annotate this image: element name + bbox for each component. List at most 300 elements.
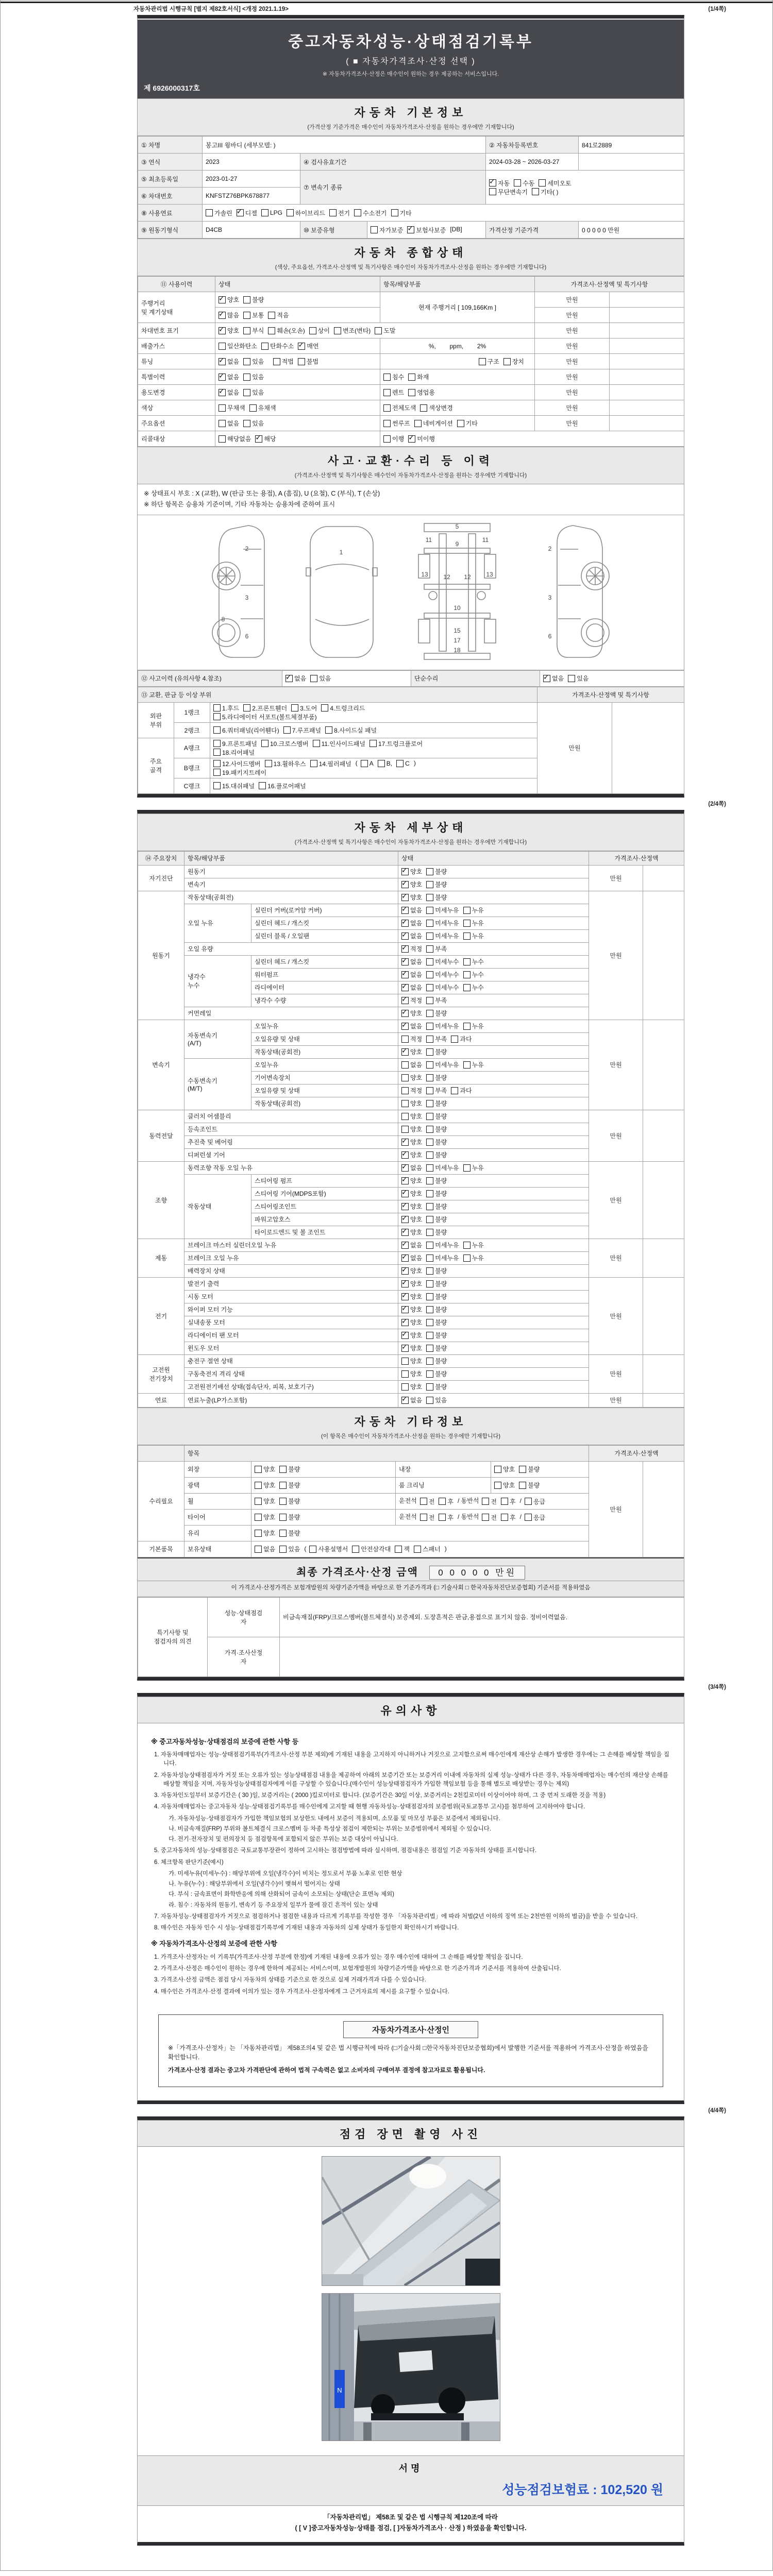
checkbox-도말[interactable] <box>375 327 382 334</box>
checkbox-없음[interactable] <box>401 1255 409 1262</box>
checkbox-장치[interactable] <box>503 358 511 365</box>
checkbox-불량[interactable] <box>426 1139 433 1146</box>
checkbox-없음[interactable] <box>401 920 409 927</box>
checkbox-option <box>426 1279 447 1288</box>
checkbox-option <box>426 1202 447 1211</box>
checkbox-6.쿼터패널(리어휀다)[interactable] <box>213 726 221 734</box>
checkbox-훼손(오손)[interactable] <box>268 327 275 334</box>
checkbox-미세누유[interactable] <box>426 1023 433 1030</box>
checkbox-양호[interactable] <box>401 1332 409 1339</box>
remarks-table <box>138 1597 684 1677</box>
checkbox-누수[interactable] <box>463 984 470 991</box>
checkbox-수소전기[interactable] <box>354 209 361 216</box>
checkbox-cell <box>398 1187 589 1200</box>
checkbox-불량[interactable] <box>426 1229 433 1236</box>
checkbox-불량[interactable] <box>426 1293 433 1300</box>
checkbox-양호[interactable] <box>401 1267 409 1275</box>
checkbox-11.인사이드패널[interactable] <box>313 740 320 747</box>
checkbox-있음[interactable] <box>243 374 250 381</box>
notice-section-header: ※ 중고자동차성능·상태점검의 보증에 관한 사항 등 <box>151 1737 299 1745</box>
checkbox-cell <box>398 1213 589 1226</box>
checkbox-12.사이드멤버[interactable] <box>213 760 221 767</box>
checkbox-label: 양호 <box>410 1345 423 1352</box>
text-cell: 만원 <box>589 865 643 891</box>
checkbox-전기[interactable] <box>329 209 337 216</box>
checkbox-없음[interactable] <box>219 389 226 396</box>
checkbox-사용설명서[interactable] <box>309 1546 316 1553</box>
checkbox-불법[interactable] <box>298 358 305 365</box>
checkbox-B,[interactable] <box>378 760 385 767</box>
checkbox-label: 17.트렁크플로어 <box>378 740 423 748</box>
checkbox-label: 없음 <box>410 984 423 991</box>
checkbox-option <box>426 1382 447 1391</box>
checkbox-누유[interactable] <box>463 907 470 914</box>
checkbox-양호[interactable] <box>255 1530 262 1537</box>
label-base-price: 가격산정 기준가격 <box>486 222 579 239</box>
notice-item: 2. 가격조사·산정은 매수인이 원하는 경우에 한하여 제공되는 서비스이며, 보험개발원의 차량기준가액을 바탕으로 한 기준가격과 기준서를 적용하여 산출됩니다. <box>154 1965 561 1972</box>
checkbox-적음[interactable] <box>268 312 275 319</box>
checkbox-9.프론트패널[interactable] <box>213 740 221 747</box>
checkbox-수동[interactable] <box>514 179 521 187</box>
checkbox-부족[interactable] <box>426 945 433 953</box>
checkbox-양호[interactable] <box>401 1358 409 1365</box>
checkbox-label: 부족 <box>435 945 447 953</box>
checkbox-불량[interactable] <box>426 1319 433 1326</box>
checkbox-불량[interactable] <box>426 1177 433 1184</box>
checkbox-세미오토[interactable] <box>539 179 546 187</box>
checkbox-적정[interactable] <box>401 997 409 1004</box>
inline-text: [DB] <box>450 226 462 233</box>
checkbox-기타[interactable] <box>457 420 464 427</box>
text-cell: 만원 <box>535 308 610 323</box>
checkbox-cell <box>210 778 537 793</box>
checkbox-불량[interactable] <box>426 1100 433 1107</box>
checkbox-잭[interactable] <box>395 1546 402 1553</box>
checkbox-양호[interactable] <box>401 1345 409 1352</box>
checkbox-있음[interactable] <box>243 420 250 427</box>
checkbox-색상변경[interactable] <box>420 404 427 412</box>
checkbox-label: C <box>405 760 410 767</box>
checkbox-불량[interactable] <box>426 1126 433 1133</box>
checkbox-불량[interactable] <box>426 1280 433 1287</box>
checkbox-불량[interactable] <box>426 1345 433 1352</box>
checkbox-label: 불량 <box>435 1293 447 1300</box>
checkbox-불량[interactable] <box>426 894 433 901</box>
checkbox-전[interactable] <box>420 1514 427 1521</box>
checkbox-미세누유[interactable] <box>426 920 433 927</box>
checkbox-label: 없음 <box>410 1164 423 1172</box>
checkbox-양호[interactable] <box>401 1216 409 1223</box>
checkbox-누유[interactable] <box>463 1255 470 1262</box>
checkbox-네비게이션[interactable] <box>414 420 422 427</box>
checkbox-19.패키지트레이[interactable] <box>213 769 221 776</box>
checkbox-과다[interactable] <box>451 1036 458 1043</box>
checkbox-14.필러패널[interactable] <box>310 760 317 767</box>
checkbox-option <box>369 739 423 748</box>
checkbox-후[interactable] <box>439 1514 446 1521</box>
checkbox-label: 양호 <box>410 1319 423 1326</box>
checkbox-label: 후 <box>510 1498 516 1505</box>
checkbox-불량[interactable] <box>426 1383 433 1391</box>
checkbox-하이브리드[interactable] <box>287 209 294 216</box>
checkbox-없음[interactable] <box>219 420 226 427</box>
checkbox-option <box>361 760 374 767</box>
checkbox-응급[interactable] <box>525 1514 532 1521</box>
checkbox-label: 자동 <box>498 179 510 187</box>
checkbox-3.도어[interactable] <box>291 704 298 711</box>
checkbox-label: 스패너 <box>422 1546 441 1553</box>
checkbox-cell <box>398 1200 589 1213</box>
checkbox-양호[interactable] <box>401 868 409 875</box>
checkbox-불량[interactable] <box>519 1466 526 1473</box>
checkbox-없음[interactable] <box>401 1164 409 1172</box>
checkbox-13.휠하우스[interactable] <box>265 760 272 767</box>
checkbox-보험사보증[interactable] <box>407 226 414 233</box>
checkbox-없음[interactable] <box>401 1242 409 1249</box>
notice-item: 나. 비금속재질(FRP) 부위와 볼트체결식 크로스멤버 등 차종 특성상 점검이 제한되는 부위는 보증범위에서 제외될 수 있습니다. <box>169 1825 492 1832</box>
checkbox-label: 미세누유 <box>435 1023 459 1030</box>
checkbox-양호[interactable] <box>401 1383 409 1391</box>
checkbox-label: 양호 <box>410 1280 423 1287</box>
checkbox-기타( )[interactable] <box>532 188 539 195</box>
checkbox-후[interactable] <box>439 1498 446 1505</box>
checkbox-label: 보험사보증 <box>416 226 446 234</box>
checkbox-불량[interactable] <box>279 1498 287 1505</box>
checkbox-option <box>401 1150 422 1159</box>
checkbox-불량[interactable] <box>426 881 433 888</box>
checkbox-불량[interactable] <box>426 1306 433 1313</box>
checkbox-미세누유[interactable] <box>426 1255 433 1262</box>
label-car-name: ① 차명 <box>138 137 203 154</box>
checkbox-미세누수[interactable] <box>426 958 433 965</box>
checkbox-적정[interactable] <box>401 1087 409 1094</box>
notice-item: 5. 중고자동차의 성능·상태점검은 국토교통부장관이 정하여 고시하는 점검방법에 따라 실시하며, 점검내용은 점검일 기준 자동차의 상태를 표시합니다. <box>154 1848 537 1854</box>
checkbox-불량[interactable] <box>279 1482 287 1489</box>
checkbox-침수[interactable] <box>383 374 391 381</box>
checkbox-불량[interactable] <box>426 1332 433 1339</box>
checkbox-전체도색[interactable] <box>383 404 391 412</box>
checkbox-누유[interactable] <box>463 1061 470 1069</box>
checkbox-있음[interactable] <box>426 1397 433 1404</box>
checkbox-누유[interactable] <box>463 920 470 927</box>
checkbox-양호[interactable] <box>401 1190 409 1197</box>
checkbox-양호[interactable] <box>401 1203 409 1210</box>
checkbox-있음[interactable] <box>279 1546 287 1553</box>
checkbox-디젤[interactable] <box>237 209 244 216</box>
checkbox-양호[interactable] <box>401 1306 409 1313</box>
header-cell: 가격조사·산정액 및 특기사항 <box>537 687 684 702</box>
checkbox-양호[interactable] <box>401 1229 409 1236</box>
checkbox-5.라디에이터 서포트(볼트체결부품)[interactable] <box>213 713 221 720</box>
checkbox-양호[interactable] <box>401 1151 409 1159</box>
header-cell: 상태 <box>398 851 589 865</box>
checkbox-없음[interactable] <box>401 1397 409 1404</box>
etc-info-table <box>138 1445 684 1557</box>
checkbox-스패너[interactable] <box>414 1546 421 1553</box>
checkbox-있음[interactable] <box>310 675 317 682</box>
notice-item: 6. 체크항목 판단기준(예시) <box>154 1859 224 1866</box>
checkbox-해당[interactable] <box>255 435 262 443</box>
checkbox-부족[interactable] <box>426 1036 433 1043</box>
checkbox-누유[interactable] <box>463 1242 470 1249</box>
checkbox-option <box>401 1022 422 1030</box>
text-cell: 스티어링조인트 <box>251 1200 398 1213</box>
checkbox-양호[interactable] <box>401 881 409 888</box>
checkbox-없음[interactable] <box>401 1023 409 1030</box>
checkbox-option <box>514 179 534 188</box>
checkbox-안전삼각대[interactable] <box>352 1546 359 1553</box>
checkbox-양호[interactable] <box>401 894 409 901</box>
checkbox-없음[interactable] <box>401 971 409 978</box>
text-cell: 연료 <box>138 1393 184 1407</box>
checkbox-양호[interactable] <box>255 1482 262 1489</box>
checkbox-label: 불량 <box>435 1113 447 1120</box>
checkbox-label: 양호 <box>410 1113 423 1120</box>
checkbox-적정[interactable] <box>401 1036 409 1043</box>
text-cell: 2랭크 <box>174 722 210 738</box>
checkbox-누유[interactable] <box>463 933 470 940</box>
label-engine-type: ⑨ 원동기형식 <box>138 222 203 239</box>
checkbox-누유[interactable] <box>463 1023 470 1030</box>
checkbox-양호[interactable] <box>401 1113 409 1120</box>
checkbox-option <box>408 434 435 443</box>
checkbox-불량[interactable] <box>426 1113 433 1120</box>
checkbox-불량[interactable] <box>426 1010 433 1017</box>
checkbox-없음[interactable] <box>401 933 409 940</box>
checkbox-미이행[interactable] <box>408 435 415 443</box>
label-inspection-period: ④ 검사유효기간 <box>300 154 486 171</box>
checkbox-불량[interactable] <box>519 1482 526 1489</box>
checkbox-양호[interactable] <box>401 1126 409 1133</box>
checkbox-label: 일산화탄소 <box>227 343 257 350</box>
checkbox-option <box>401 1344 422 1352</box>
text-cell <box>610 400 684 416</box>
checkbox-불량[interactable] <box>426 1216 433 1223</box>
checkbox-무채색[interactable] <box>219 404 226 412</box>
checkbox-미세누유[interactable] <box>426 1164 433 1172</box>
checkbox-양호[interactable] <box>401 1139 409 1146</box>
checkbox-cell <box>398 1174 589 1187</box>
checkbox-부족[interactable] <box>426 997 433 1004</box>
checkbox-전[interactable] <box>482 1498 489 1505</box>
checkbox-2.프론트휀더[interactable] <box>243 704 250 711</box>
checkbox-전[interactable] <box>420 1498 427 1505</box>
checkbox-label: 양호 <box>410 1190 423 1197</box>
checkbox-8.사이드실 패널[interactable] <box>325 726 332 734</box>
checkbox-후[interactable] <box>501 1514 508 1521</box>
header-cell: 상태 <box>215 277 380 292</box>
text-cell: 브레이크 마스터 실린더오일 누유 <box>184 1239 398 1251</box>
checkbox-불량[interactable] <box>426 1190 433 1197</box>
checkbox-cell <box>215 338 380 354</box>
checkbox-option <box>539 179 571 188</box>
checkbox-양호[interactable] <box>255 1514 262 1521</box>
checkbox-양호[interactable] <box>219 296 226 303</box>
checkbox-label: 불량 <box>435 868 447 875</box>
checkbox-없음[interactable] <box>401 907 409 914</box>
checkbox-option <box>383 419 410 428</box>
notice-item: 7. 자동차성능·상태점검자가 거짓으로 점검하거나 점검한 내용과 다르게 기록부를 작성한 경우 「자동차관리법」에 따라 처벌(2년 이하의 징역 또는 2천만원 이하의 벌금)을 받을 수 있습니다. <box>154 1913 638 1920</box>
checkbox-없음[interactable] <box>401 1061 409 1069</box>
checkbox-cell <box>491 1461 589 1477</box>
checkbox-option <box>463 931 484 940</box>
checkbox-무단변속기[interactable] <box>489 188 496 195</box>
checkbox-label: 있음 <box>577 675 589 682</box>
checkbox-누수[interactable] <box>463 958 470 965</box>
checkbox-없음[interactable] <box>219 358 226 365</box>
checkbox-양호[interactable] <box>401 1293 409 1300</box>
checkbox-label: 없음 <box>552 675 564 682</box>
checkbox-미세누유[interactable] <box>426 1061 433 1069</box>
checkbox-18.리어패널[interactable] <box>213 749 221 756</box>
checkbox-불량[interactable] <box>243 296 250 303</box>
checkbox-cell <box>215 308 380 323</box>
checkbox-미세누유[interactable] <box>426 933 433 940</box>
checkbox-option <box>243 357 264 366</box>
checkbox-많음[interactable] <box>219 312 226 319</box>
checkbox-option <box>401 1138 422 1146</box>
checkbox-전[interactable] <box>482 1514 489 1521</box>
checkbox-있음[interactable] <box>243 358 250 365</box>
checkbox-양호[interactable] <box>401 1048 409 1056</box>
checkbox-option <box>255 1513 275 1521</box>
checkbox-적정[interactable] <box>401 945 409 953</box>
checkbox-구조[interactable] <box>479 358 486 365</box>
checkbox-이행[interactable] <box>383 435 391 443</box>
checkbox-불량[interactable] <box>426 1074 433 1081</box>
checkbox-불량[interactable] <box>426 1203 433 1210</box>
checkbox-영업용[interactable] <box>408 389 415 396</box>
checkbox-있음[interactable] <box>243 389 250 396</box>
checkbox-양호[interactable] <box>219 327 226 334</box>
checkbox-A[interactable] <box>361 760 368 767</box>
checkbox-상이[interactable] <box>309 327 316 334</box>
checkbox-양호[interactable] <box>401 1370 409 1378</box>
checkbox-LPG[interactable] <box>261 209 268 216</box>
checkbox-label: 도말 <box>383 327 396 334</box>
checkbox-label: 후 <box>447 1498 453 1505</box>
checkbox-불량[interactable] <box>426 1048 433 1056</box>
checkbox-label: 불량 <box>435 1126 447 1133</box>
checkbox-label: 불량 <box>435 1100 447 1107</box>
diagram-part-number: 17 <box>453 636 461 644</box>
checkbox-일산화탄소[interactable] <box>219 343 226 350</box>
checkbox-불량[interactable] <box>279 1530 287 1537</box>
checkbox-없음[interactable] <box>285 675 293 682</box>
checkbox-적법[interactable] <box>273 358 280 365</box>
checkbox-label: 미세누유 <box>435 1242 459 1249</box>
checkbox-15.대쉬패널[interactable] <box>213 782 221 789</box>
checkbox-불량[interactable] <box>426 868 433 875</box>
checkbox-자동[interactable] <box>489 179 496 187</box>
checkbox-option <box>426 996 447 1005</box>
checkbox-미세누유[interactable] <box>426 1242 433 1249</box>
checkbox-누유[interactable] <box>463 1164 470 1172</box>
checkbox-썬루프[interactable] <box>383 420 391 427</box>
checkbox-매연[interactable] <box>298 343 305 350</box>
checkbox-양호[interactable] <box>401 1074 409 1081</box>
checkbox-양호[interactable] <box>401 1177 409 1184</box>
checkbox-불량[interactable] <box>426 1370 433 1378</box>
checkbox-option <box>219 419 239 428</box>
document-subtitle: ( ■ 자동차가격조사·산정 선택 ) <box>346 57 476 66</box>
checkbox-양호[interactable] <box>255 1498 262 1505</box>
checkbox-option <box>255 1465 275 1473</box>
checkbox-10.크로스멤버[interactable] <box>261 740 268 747</box>
checkbox-없음[interactable] <box>255 1546 262 1553</box>
checkbox-불량[interactable] <box>426 1151 433 1159</box>
checkbox-label: 불량 <box>435 1139 447 1146</box>
checkbox-불량[interactable] <box>426 1267 433 1275</box>
appraiser-box-line1: ※「가격조사·산정자」는 「자동차관리법」 제58조의4 및 같은 법 시행규칙에 따라 (□기술사회 □한국자동차진단보증협회)에서 발행한 기준서를 적용하여 가격조사·산정을 하였음을 확인합니다. <box>168 2044 648 2061</box>
checkbox-누수[interactable] <box>463 971 470 978</box>
checkbox-부족[interactable] <box>426 1087 433 1094</box>
text-cell <box>643 1461 684 1557</box>
checkbox-불량[interactable] <box>279 1466 287 1473</box>
checkbox-변조(변타)[interactable] <box>334 327 341 334</box>
checkbox-양호[interactable] <box>401 1100 409 1107</box>
checkbox-양호[interactable] <box>401 1319 409 1326</box>
checkbox-자가보증[interactable] <box>371 226 378 233</box>
checkbox-1.후드[interactable] <box>213 704 221 711</box>
checkbox-양호[interactable] <box>401 1010 409 1017</box>
checkbox-양호[interactable] <box>494 1482 501 1489</box>
checkbox-7.루프패널[interactable] <box>283 726 291 734</box>
checkbox-cell <box>398 1045 589 1058</box>
checkbox-미세누유[interactable] <box>426 907 433 914</box>
checkbox-불량[interactable] <box>426 1358 433 1365</box>
checkbox-있음[interactable] <box>568 675 575 682</box>
checkbox-label: 응급 <box>533 1514 546 1521</box>
checkbox-없음[interactable] <box>401 958 409 965</box>
checkbox-16.플로어패널[interactable] <box>259 782 266 789</box>
checkbox-양호[interactable] <box>494 1466 501 1473</box>
checkbox-label: 불량 <box>252 296 264 303</box>
checkbox-C[interactable] <box>396 760 404 767</box>
checkbox-불량[interactable] <box>279 1514 287 1521</box>
checkbox-4.트렁크리드[interactable] <box>321 704 328 711</box>
checkbox-유채색[interactable] <box>249 404 257 412</box>
checkbox-option <box>309 326 330 335</box>
checkbox-option <box>401 1357 422 1365</box>
checkbox-양호[interactable] <box>401 1280 409 1287</box>
checkbox-부식[interactable] <box>243 327 250 334</box>
checkbox-응급[interactable] <box>525 1498 532 1505</box>
checkbox-양호[interactable] <box>255 1466 262 1473</box>
checkbox-없음[interactable] <box>543 675 550 682</box>
checkbox-보통[interactable] <box>243 312 250 319</box>
checkbox-없음[interactable] <box>401 984 409 991</box>
checkbox-label: 안전삼각대 <box>361 1546 391 1553</box>
checkbox-없음[interactable] <box>219 374 226 381</box>
checkbox-17.트렁크플로어[interactable] <box>369 740 377 747</box>
checkbox-미세누수[interactable] <box>426 971 433 978</box>
checkbox-렌트[interactable] <box>383 389 391 396</box>
checkbox-과다[interactable] <box>451 1087 458 1094</box>
checkbox-해당없음[interactable] <box>219 435 226 443</box>
checkbox-option <box>237 209 257 217</box>
checkbox-탄화수소[interactable] <box>261 343 268 350</box>
checkbox-cell <box>398 1084 589 1097</box>
checkbox-미세누수[interactable] <box>426 984 433 991</box>
checkbox-후[interactable] <box>501 1498 508 1505</box>
checkbox-option <box>408 372 429 381</box>
checkbox-기타[interactable] <box>391 209 398 216</box>
overall-state-table <box>138 276 684 447</box>
checkbox-가솔린[interactable] <box>206 209 213 216</box>
inline-text: / <box>519 1513 522 1521</box>
checkbox-화재[interactable] <box>408 374 415 381</box>
